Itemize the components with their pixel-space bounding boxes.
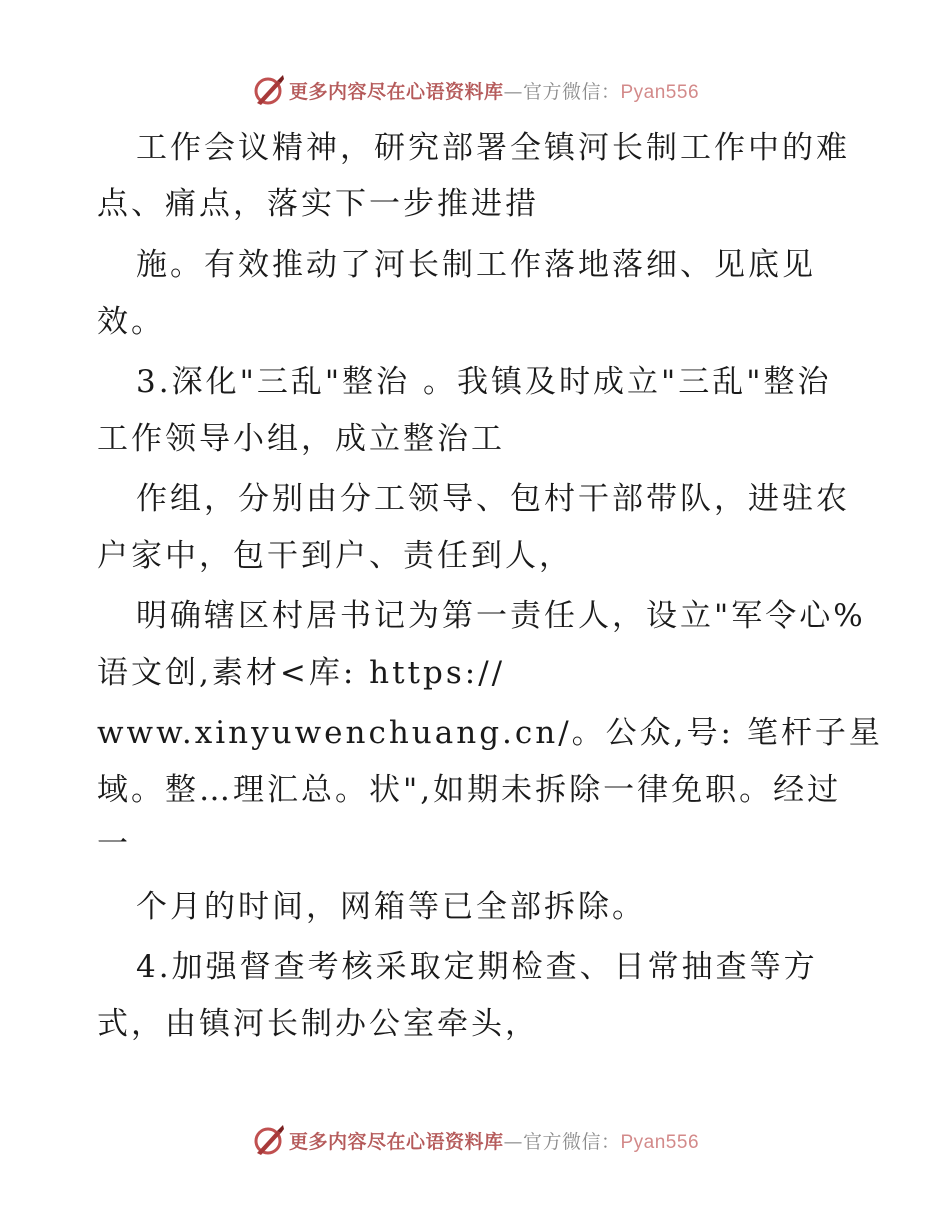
body-line: 一 — [97, 826, 131, 862]
body-line: www.xinyuwenchuang.cn/。公众,号: 笔杆子星 — [97, 715, 883, 751]
footer-brand: 更多内容尽在心语资料库 — [288, 1130, 504, 1153]
body-line: 施。有效推动了河长制工作落地落细、见底见 — [136, 247, 816, 283]
footer-wechat-id: Pyan556 — [620, 1131, 700, 1153]
body-line: 语文创,素材<库: https:// — [97, 655, 506, 691]
body-line: 工作领导小组，成立整治工 — [97, 421, 505, 457]
header-banner — [0, 70, 950, 110]
footer-dash: — — [503, 1130, 523, 1153]
body-line: 效。 — [97, 304, 165, 340]
header-wechat-label: 官方微信： — [522, 80, 621, 103]
header-dash: — — [503, 80, 523, 103]
body-line: 式，由镇河长制办公室牵头， — [97, 1006, 539, 1042]
body-line: 工作会议精神，研究部署全镇河长制工作中的难 — [136, 130, 850, 166]
footer-banner — [0, 1120, 950, 1160]
body-line: 域。整…理汇总。状",如期未拆除一律免职。经过 — [97, 772, 842, 808]
header-wechat-id: Pyan556 — [620, 81, 700, 103]
footer-wechat-label: 官方微信： — [522, 1130, 621, 1153]
header-banner-text — [289, 77, 699, 104]
quill-pen-logo-icon — [251, 73, 285, 107]
footer-banner-text — [289, 1127, 699, 1154]
body-line: 3.深化"三乱"整治 。我镇及时成立"三乱"整治 — [136, 364, 832, 400]
quill-pen-logo-icon — [251, 1123, 285, 1157]
body-line: 户家中，包干到户、责任到人， — [97, 538, 573, 574]
body-line: 个月的时间，网箱等已全部拆除。 — [136, 889, 646, 925]
body-line: 点、痛点，落实下一步推进措 — [97, 186, 539, 222]
body-line: 4.加强督查考核采取定期检查、日常抽查等方 — [136, 949, 818, 985]
body-line: 明确辖区村居书记为第一责任人，设立"军令心% — [136, 598, 866, 634]
body-line: 作组，分别由分工领导、包村干部带队，进驻农 — [136, 481, 850, 517]
header-brand: 更多内容尽在心语资料库 — [288, 80, 504, 103]
